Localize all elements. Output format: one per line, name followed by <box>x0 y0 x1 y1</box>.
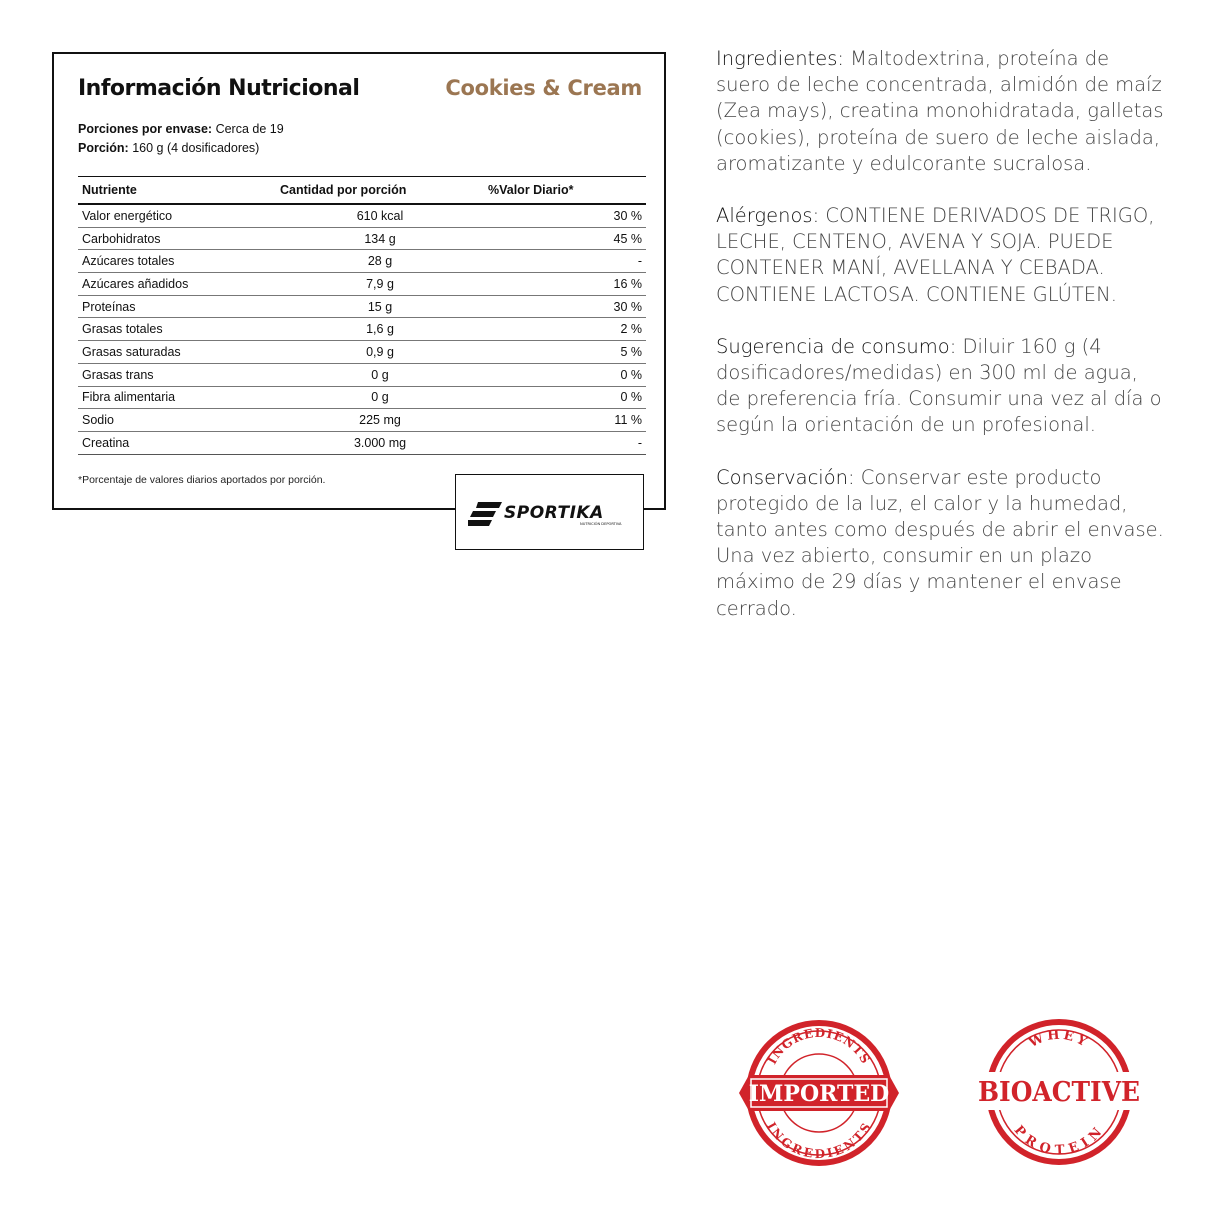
table-row <box>78 409 646 432</box>
badge-top-text: WHEY <box>1026 1027 1092 1052</box>
brand-tagline: NUTRICIÓN DEPORTIVA <box>580 522 622 526</box>
nutrient-name: Grasas totales <box>78 318 276 341</box>
nutrient-name: Valor energético <box>78 204 276 227</box>
nutrient-amount: 225 mg <box>276 409 484 432</box>
panel-title: Información Nutricional <box>78 76 360 101</box>
nutrient-dv: 0 % <box>484 386 646 409</box>
nutrient-name: Proteínas <box>78 295 276 318</box>
allergens-label: Alérgenos: <box>716 204 820 228</box>
nutrient-amount: 0,9 g <box>276 341 484 364</box>
nutrient-name: Fibra alimentaria <box>78 386 276 409</box>
nutrient-dv: 11 % <box>484 409 646 432</box>
table-row <box>78 431 646 454</box>
servings-label: Porciones por envase: <box>78 122 213 136</box>
badge-top-text: INGREDIENTS <box>764 1025 874 1067</box>
nutrient-amount: 7,9 g <box>276 273 484 296</box>
portion-size <box>78 141 259 155</box>
nutrient-amount: 1,6 g <box>276 318 484 341</box>
table-row <box>78 386 646 409</box>
nutrient-amount: 610 kcal <box>276 204 484 227</box>
table-row <box>78 204 646 227</box>
footnote: *Porcentaje de valores diarios aportados por porción. <box>78 474 326 486</box>
nutrient-dv: 5 % <box>484 341 646 364</box>
nutrient-amount: 0 g <box>276 386 484 409</box>
conservation-label: Conservación: <box>716 465 855 489</box>
ingredients-paragraph <box>716 46 1166 177</box>
ingredients-text: Maltodextrina, proteína de suero de leche concentrada, almidón de maíz (Zea mays), creatina monohidratada, galletas (cookies), proteína de suero de leche aislada, aromatizante y edulcorante sucralosa. <box>716 47 1164 175</box>
table-row <box>78 341 646 364</box>
header-daily-value: %Valor Diario* <box>484 177 646 205</box>
suggestion-paragraph <box>716 334 1166 439</box>
nutrient-dv: 45 % <box>484 227 646 250</box>
nutrient-name: Sodio <box>78 409 276 432</box>
nutrient-name: Grasas trans <box>78 363 276 386</box>
conservation-text: Conservar este producto protegido de la luz, el calor y la humedad, tanto antes como después de abrir el envase. Una vez abierto, consumir en un plazo máximo de 29 días y mantener el envase cerrado. <box>716 465 1164 620</box>
sportika-logo-icon <box>468 499 634 527</box>
header-amount: Cantidad por porción <box>276 177 484 205</box>
table-row <box>78 227 646 250</box>
nutrient-dv: - <box>484 431 646 454</box>
nutrient-name: Creatina <box>78 431 276 454</box>
badge-center-text: BIOACTIVE <box>978 1077 1140 1108</box>
suggestion-label: Sugerencia de consumo: <box>716 334 957 358</box>
bioactive-whey-badge <box>974 1018 1144 1168</box>
nutrient-name: Azúcares añadidos <box>78 273 276 296</box>
nutrient-dv: 16 % <box>484 273 646 296</box>
allergens-text: CONTIENE DERIVADOS DE TRIGO, LECHE, CENTENO, AVENA Y SOJA. PUEDE CONTENER MANÍ, AVELLANA Y CEBADA. CONTIENE LACTOSA. CONTIENE GLÚTEN. <box>716 204 1155 306</box>
table-header-row <box>78 177 646 205</box>
nutrient-name: Azúcares totales <box>78 250 276 273</box>
table-row <box>78 295 646 318</box>
servings-value: Cerca de 19 <box>215 122 284 136</box>
table-row <box>78 250 646 273</box>
flavor-name: Cookies & Cream <box>445 76 642 100</box>
nutrient-amount: 15 g <box>276 295 484 318</box>
table-row <box>78 318 646 341</box>
header-nutrient: Nutriente <box>78 177 276 205</box>
ingredients-label: Ingredientes: <box>716 47 844 70</box>
conservation-paragraph <box>716 465 1166 622</box>
table-row <box>78 273 646 296</box>
nutrient-amount: 0 g <box>276 363 484 386</box>
nutrient-name: Carbohidratos <box>78 227 276 250</box>
nutrient-dv: 30 % <box>484 204 646 227</box>
brand-logo-box <box>455 474 644 550</box>
nutrient-amount: 134 g <box>276 227 484 250</box>
portion-label: Porción: <box>78 141 129 155</box>
suggestion-text: Diluir 160 g (4 dosificadores/medidas) en 300 ml de agua, de preferencia fría. Consumir una vez al día o según la orientación de un profesional. <box>716 334 1162 437</box>
nutrition-panel <box>52 52 666 510</box>
servings-per-container <box>78 122 284 136</box>
brand-name: SPORTIKA <box>504 503 604 523</box>
table-row <box>78 363 646 386</box>
product-info <box>716 46 1166 648</box>
nutrient-dv: 30 % <box>484 295 646 318</box>
allergens-paragraph <box>716 203 1166 308</box>
nutrition-table <box>78 176 646 455</box>
nutrient-dv: - <box>484 250 646 273</box>
nutrient-amount: 28 g <box>276 250 484 273</box>
imported-ingredients-badge <box>736 1020 902 1166</box>
badge-bottom-text: PROTEIN <box>1010 1122 1108 1159</box>
portion-value: 160 g (4 dosificadores) <box>132 141 260 155</box>
badge-center-text: IMPORTED <box>748 1081 890 1107</box>
nutrient-dv: 2 % <box>484 318 646 341</box>
nutrient-amount: 3.000 mg <box>276 431 484 454</box>
badge-bottom-text: INGREDIENTS <box>764 1119 874 1161</box>
nutrient-name: Grasas saturadas <box>78 341 276 364</box>
nutrient-dv: 0 % <box>484 363 646 386</box>
